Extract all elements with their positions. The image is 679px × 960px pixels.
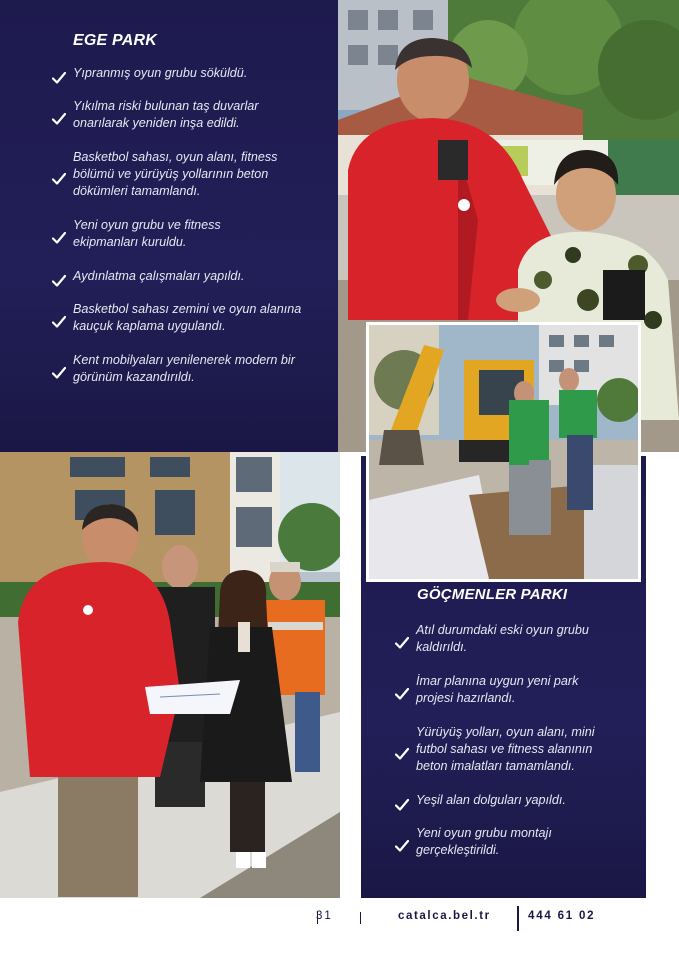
list-item-text: Basketbol sahası zemini ve oyun alanına kauçuk kaplama uygulandı.	[73, 302, 302, 333]
ege-park-list	[52, 65, 322, 386]
list-item-text: Atıl durumdaki eski oyun grubu kaldırıldı.	[416, 623, 589, 654]
list-item	[395, 673, 610, 707]
photo-construction-workers-illustration	[369, 325, 638, 579]
list-item-text: Basketbol sahası, oyun alanı, fitness bölümü ve yürüyüş yollarının beton dökümleri tamamlandı.	[73, 150, 278, 198]
list-item-text: Yıpranmış oyun grubu söküldü.	[73, 66, 248, 80]
checkmark-icon	[52, 315, 66, 329]
footer-divider	[517, 906, 519, 931]
photo-mayor-group-illustration	[0, 452, 340, 898]
list-item	[52, 268, 312, 285]
checkmark-icon	[395, 636, 409, 650]
ege-park-title: EGE PARK	[73, 32, 157, 49]
checkmark-icon	[52, 71, 66, 85]
checkmark-icon	[52, 172, 66, 186]
checkmark-icon	[395, 687, 409, 701]
checkmark-icon	[52, 274, 66, 288]
list-item-text: Yeşil alan dolguları yapıldı.	[416, 793, 566, 807]
phone-number: 444 61 02	[528, 910, 596, 922]
list-item-text: Yürüyüş yolları, oyun alanı, mini futbol sahası ve fitness alanının beton imalatları tamamlandı.	[416, 725, 595, 773]
list-item-text: Yıkılma riski bulunan taş duvarlar onarılarak yeniden inşa edildi.	[73, 99, 259, 130]
footer-divider	[360, 912, 361, 924]
list-item-text: İmar planına uygun yeni park projesi hazırlandı.	[416, 674, 579, 705]
list-item	[395, 622, 610, 656]
list-item	[52, 149, 314, 200]
list-item	[52, 217, 272, 251]
list-item	[52, 301, 312, 335]
checkmark-icon	[52, 231, 66, 245]
checkmark-icon	[395, 747, 409, 761]
list-item-text: Yeni oyun grubu ve fitness ekipmanları kuruldu.	[73, 218, 221, 249]
list-item	[395, 724, 625, 775]
website-link[interactable]: catalca.bel.tr	[398, 910, 491, 922]
list-item-text: Kent mobilyaları yenilenerek modern bir görünüm kazandırıldı.	[73, 353, 295, 384]
checkmark-icon	[395, 839, 409, 853]
photo-construction-workers	[366, 322, 641, 582]
list-item	[52, 65, 282, 82]
list-item-text: Yeni oyun grubu montajı gerçekleştirildi.	[416, 826, 552, 857]
list-item-text: Aydınlatma çalışmaları yapıldı.	[73, 269, 245, 283]
list-item	[52, 352, 314, 386]
checkmark-icon	[52, 112, 66, 126]
checkmark-icon	[395, 798, 409, 812]
page-number: 31	[316, 910, 333, 922]
checkmark-icon	[52, 366, 66, 380]
list-item	[52, 98, 306, 132]
gocmenler-parki-title: GÖÇMENLER PARKI	[417, 586, 568, 603]
photo-mayor-group-inspection	[0, 452, 340, 898]
list-item	[395, 792, 625, 809]
gocmenler-parki-list	[395, 622, 635, 859]
list-item	[395, 825, 585, 859]
